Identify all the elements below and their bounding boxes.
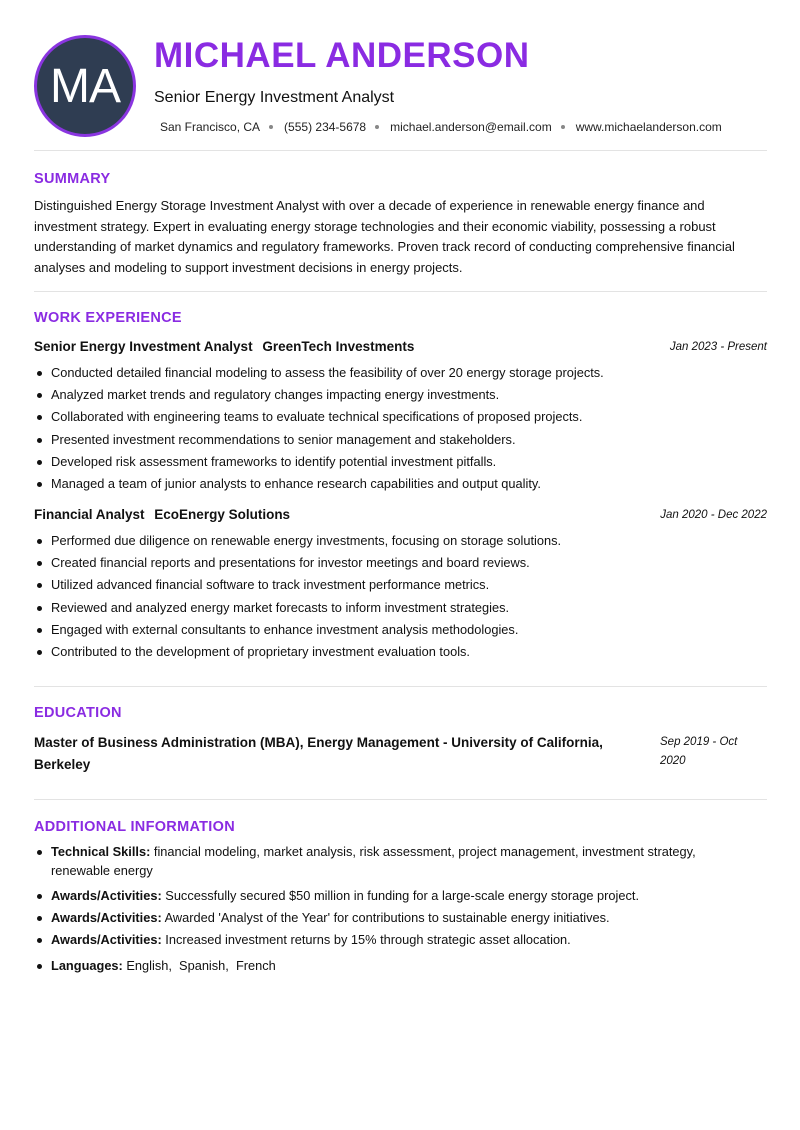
list-item: Developed risk assessment frameworks to identify potential investment pitfalls. [34,454,754,476]
contact-bar [160,120,722,134]
item-text: Successfully secured $50 million in funding for a large-scale energy storage project. [165,888,640,903]
divider [34,291,767,292]
candidate-title: Senior Energy Investment Analyst [154,89,395,106]
language: English [126,957,169,973]
candidate-name: MICHAEL ANDERSON [154,36,530,75]
divider [34,150,767,151]
item-label: Technical Skills: [51,844,151,859]
list-item: Reviewed and analyzed energy market forecasts to inform investment strategies. [34,600,754,622]
list-item: Managed a team of junior analysts to enhance research capabilities and output quality. [34,476,754,498]
item-text: financial modeling, market analysis, risk assessment, project management, investment strategy, renewable energy [51,844,696,878]
job-bullets [34,533,754,666]
job-company: EcoEnergy Solutions [154,507,291,522]
contact-website[interactable]: www.michaelanderson.com [575,120,722,134]
item-label: Awards/Activities: [51,932,162,947]
item-text: Awarded 'Analyst of the Year' for contributions to sustainable energy initiatives. [164,910,610,925]
education-heading: EDUCATION [34,705,122,721]
language: , French [225,958,276,973]
job-bullets [34,365,754,498]
list-item [34,843,754,880]
job-title [34,507,290,522]
list-item [34,887,754,906]
languages-label: Languages: [51,957,123,973]
list-item [34,931,754,950]
list-item: Created financial reports and presentations for investor meetings and board reviews. [34,555,754,577]
list-item: Analyzed market trends and regulatory changes impacting energy investments. [34,387,754,409]
contact-email[interactable]: michael.anderson@email.com [390,120,552,134]
additional-heading: ADDITIONAL INFORMATION [34,819,235,835]
list-item: Collaborated with engineering teams to evaluate technical specifications of proposed projects. [34,409,754,431]
list-item: Conducted detailed financial modeling to assess the feasibility of over 20 energy storage projects. [34,365,754,387]
item-text: Increased investment returns by 15% through strategic asset allocation. [165,932,571,947]
job-role: Financial Analyst [34,507,145,522]
avatar [34,35,136,137]
divider [34,799,767,800]
education-dates: Sep 2019 - Oct 2020 [660,736,738,767]
divider [34,686,767,687]
contact-phone[interactable]: (555) 234-5678 [284,120,367,134]
list-item: Contributed to the development of proprietary investment evaluation tools. [34,644,754,666]
list-item [34,957,754,976]
experience-heading: WORK EXPERIENCE [34,310,182,326]
education-degree: Master of Business Administration (MBA), Energy Management - University of California, Berkeley [34,735,603,772]
summary-text: Distinguished Energy Storage Investment Analyst with over a decade of experience in renewable energy finance and investment strategy. Expert in evaluating energy storage technologies and their economic viability, possessing a robust understanding of market dynamics and regulatory frameworks. Proven track record of conducting comprehensive financial analyses and modeling to support investment decisions in energy projects. [34,198,735,275]
list-item: Performed due diligence on renewable energy investments, focusing on storage solutions. [34,533,754,555]
job-title [34,339,414,354]
avatar-initials: MA [50,59,120,113]
language: , Spanish [168,958,225,973]
list-item [34,909,754,928]
job-dates: Jan 2020 - Dec 2022 [660,509,767,521]
separator-dot [269,125,273,129]
separator-dot [375,125,379,129]
job-role: Senior Energy Investment Analyst [34,339,253,354]
additional-list [34,843,754,975]
list-item: Presented investment recommendations to senior management and stakeholders. [34,432,754,454]
job-dates: Jan 2023 - Present [669,341,767,353]
item-label: Awards/Activities: [51,910,162,925]
job-company: GreenTech Investments [262,339,415,354]
separator-dot [561,125,565,129]
list-item: Engaged with external consultants to enhance investment analysis methodologies. [34,622,754,644]
summary-heading: SUMMARY [34,171,111,187]
contact-location: San Francisco, CA [160,120,261,134]
item-label: Awards/Activities: [51,888,162,903]
list-item: Utilized advanced financial software to track investment performance metrics. [34,577,754,599]
